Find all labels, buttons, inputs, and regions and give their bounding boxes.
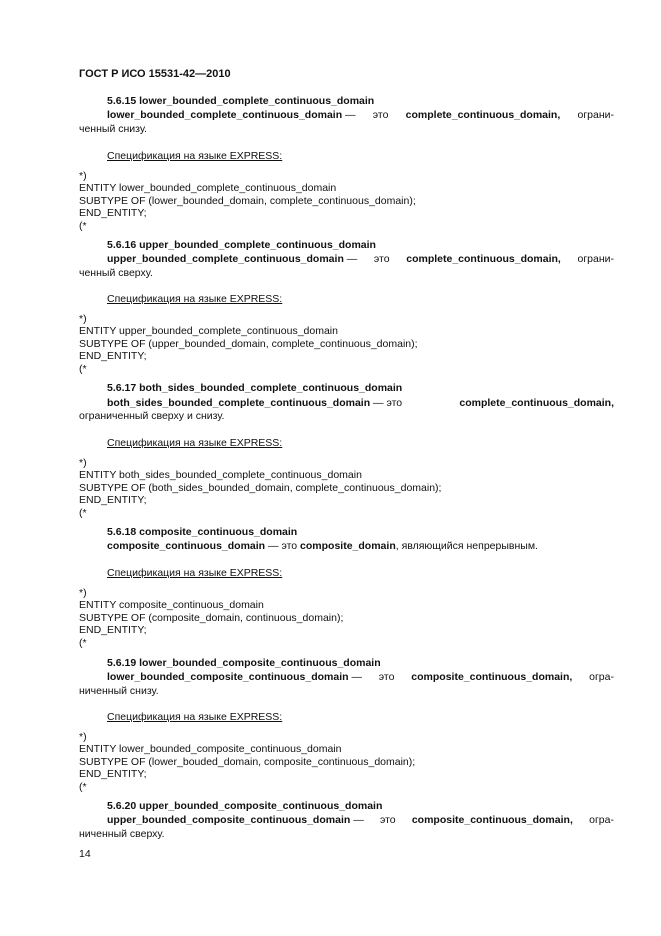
page-header-title: ГОСТ Р ИСО 15531-42—2010	[79, 68, 231, 80]
definition-line	[107, 814, 614, 827]
code-line: (*	[79, 363, 87, 375]
word-eto: это	[379, 814, 396, 826]
code-line: (*	[79, 781, 87, 793]
dash: —	[351, 671, 362, 683]
page-number: 14	[79, 848, 91, 860]
code-line: *)	[79, 731, 87, 743]
code-line: *)	[79, 170, 87, 182]
dash: —	[373, 397, 384, 409]
express-spec-label: Спецификация на языке EXPRESS:	[107, 150, 283, 162]
code-line: SUBTYPE OF (composite_domain, continuous_domain);	[79, 612, 344, 624]
supertype: composite_domain	[300, 540, 396, 552]
section-heading: 5.6.15 lower_bounded_complete_continuous_domain	[107, 95, 375, 107]
definition-continuation: ниченный снизу.	[79, 685, 159, 697]
code-line: ENTITY lower_bounded_composite_continuous_domain	[79, 743, 342, 755]
dash: —	[268, 540, 279, 552]
code-line: ENTITY lower_bounded_complete_continuous_domain	[79, 182, 337, 194]
word-eto: это	[373, 253, 390, 265]
section-heading: 5.6.20 upper_bounded_composite_continuous_domain	[107, 800, 383, 812]
code-line: SUBTYPE OF (upper_bounded_domain, complete_continuous_domain);	[79, 338, 418, 350]
term: lower_bounded_composite_continuous_domain	[107, 671, 349, 683]
code-line: (*	[79, 507, 87, 519]
code-line: ENTITY upper_bounded_complete_continuous_domain	[79, 325, 338, 337]
definition-continuation: ниченный сверху.	[79, 828, 165, 840]
supertype: complete_continuous_domain,	[459, 397, 614, 409]
supertype: complete_continuous_domain,	[406, 253, 561, 265]
dash: —	[353, 814, 364, 826]
code-line: SUBTYPE OF (both_sides_bounded_domain, complete_continuous_domain);	[79, 482, 442, 494]
code-line: *)	[79, 313, 87, 325]
express-spec-label: Спецификация на языке EXPRESS:	[107, 567, 283, 579]
express-spec-label: Спецификация на языке EXPRESS:	[107, 711, 283, 723]
definition-line	[107, 397, 614, 410]
definition-tail: ограни-	[577, 253, 614, 265]
definition-line	[107, 671, 614, 684]
code-line: END_ENTITY;	[79, 768, 147, 780]
code-line: *)	[79, 587, 87, 599]
dash: —	[346, 253, 358, 265]
definition-line	[107, 109, 614, 122]
definition-tail: огра-	[589, 814, 614, 826]
section-heading: 5.6.18 composite_continuous_domain	[107, 526, 298, 538]
word-eto: это	[378, 671, 395, 683]
code-line: END_ENTITY;	[79, 207, 147, 219]
word-eto: это	[281, 540, 298, 552]
definition-tail: , являющийся непрерывным.	[395, 540, 538, 552]
definition-continuation: ченный снизу.	[79, 123, 147, 135]
code-line: END_ENTITY;	[79, 624, 147, 636]
definition-tail: ограни-	[577, 109, 614, 121]
definition-continuation: ограниченный сверху и снизу.	[79, 410, 225, 422]
term: upper_bounded_composite_continuous_domain	[107, 814, 351, 826]
express-spec-label: Спецификация на языке EXPRESS:	[107, 437, 283, 449]
express-spec-label: Спецификация на языке EXPRESS:	[107, 293, 283, 305]
dash: —	[345, 109, 356, 121]
code-line: ENTITY both_sides_bounded_complete_continuous_domain	[79, 469, 362, 481]
word-eto: это	[386, 397, 403, 409]
code-line: *)	[79, 457, 87, 469]
code-line: SUBTYPE OF (lower_bounded_domain, complete_continuous_domain);	[79, 195, 416, 207]
section-heading: 5.6.17 both_sides_bounded_complete_continuous_domain	[107, 382, 403, 394]
supertype: complete_continuous_domain,	[405, 109, 561, 121]
code-line: (*	[79, 220, 87, 232]
code-line: SUBTYPE OF (lower_bouded_domain, composite_continuous_domain);	[79, 756, 416, 768]
supertype: composite_continuous_domain,	[411, 671, 573, 683]
definition-continuation: ченный сверху.	[79, 267, 153, 279]
term: upper_bounded_complete_continuous_domain	[107, 253, 344, 265]
term: composite_continuous_domain	[107, 540, 266, 552]
code-line: ENTITY composite_continuous_domain	[79, 599, 264, 611]
section-heading: 5.6.19 lower_bounded_composite_continuous_domain	[107, 657, 381, 669]
term: both_sides_bounded_complete_continuous_domain	[107, 397, 371, 409]
code-line: END_ENTITY;	[79, 494, 147, 506]
word-eto: это	[372, 109, 389, 121]
code-line: END_ENTITY;	[79, 350, 147, 362]
definition-line	[107, 540, 538, 553]
section-heading: 5.6.16 upper_bounded_complete_continuous_domain	[107, 239, 376, 251]
definition-line	[107, 253, 614, 266]
term: lower_bounded_complete_continuous_domain	[107, 109, 343, 121]
definition-tail: огра-	[589, 671, 614, 683]
code-line: (*	[79, 637, 87, 649]
supertype: composite_continuous_domain,	[411, 814, 573, 826]
